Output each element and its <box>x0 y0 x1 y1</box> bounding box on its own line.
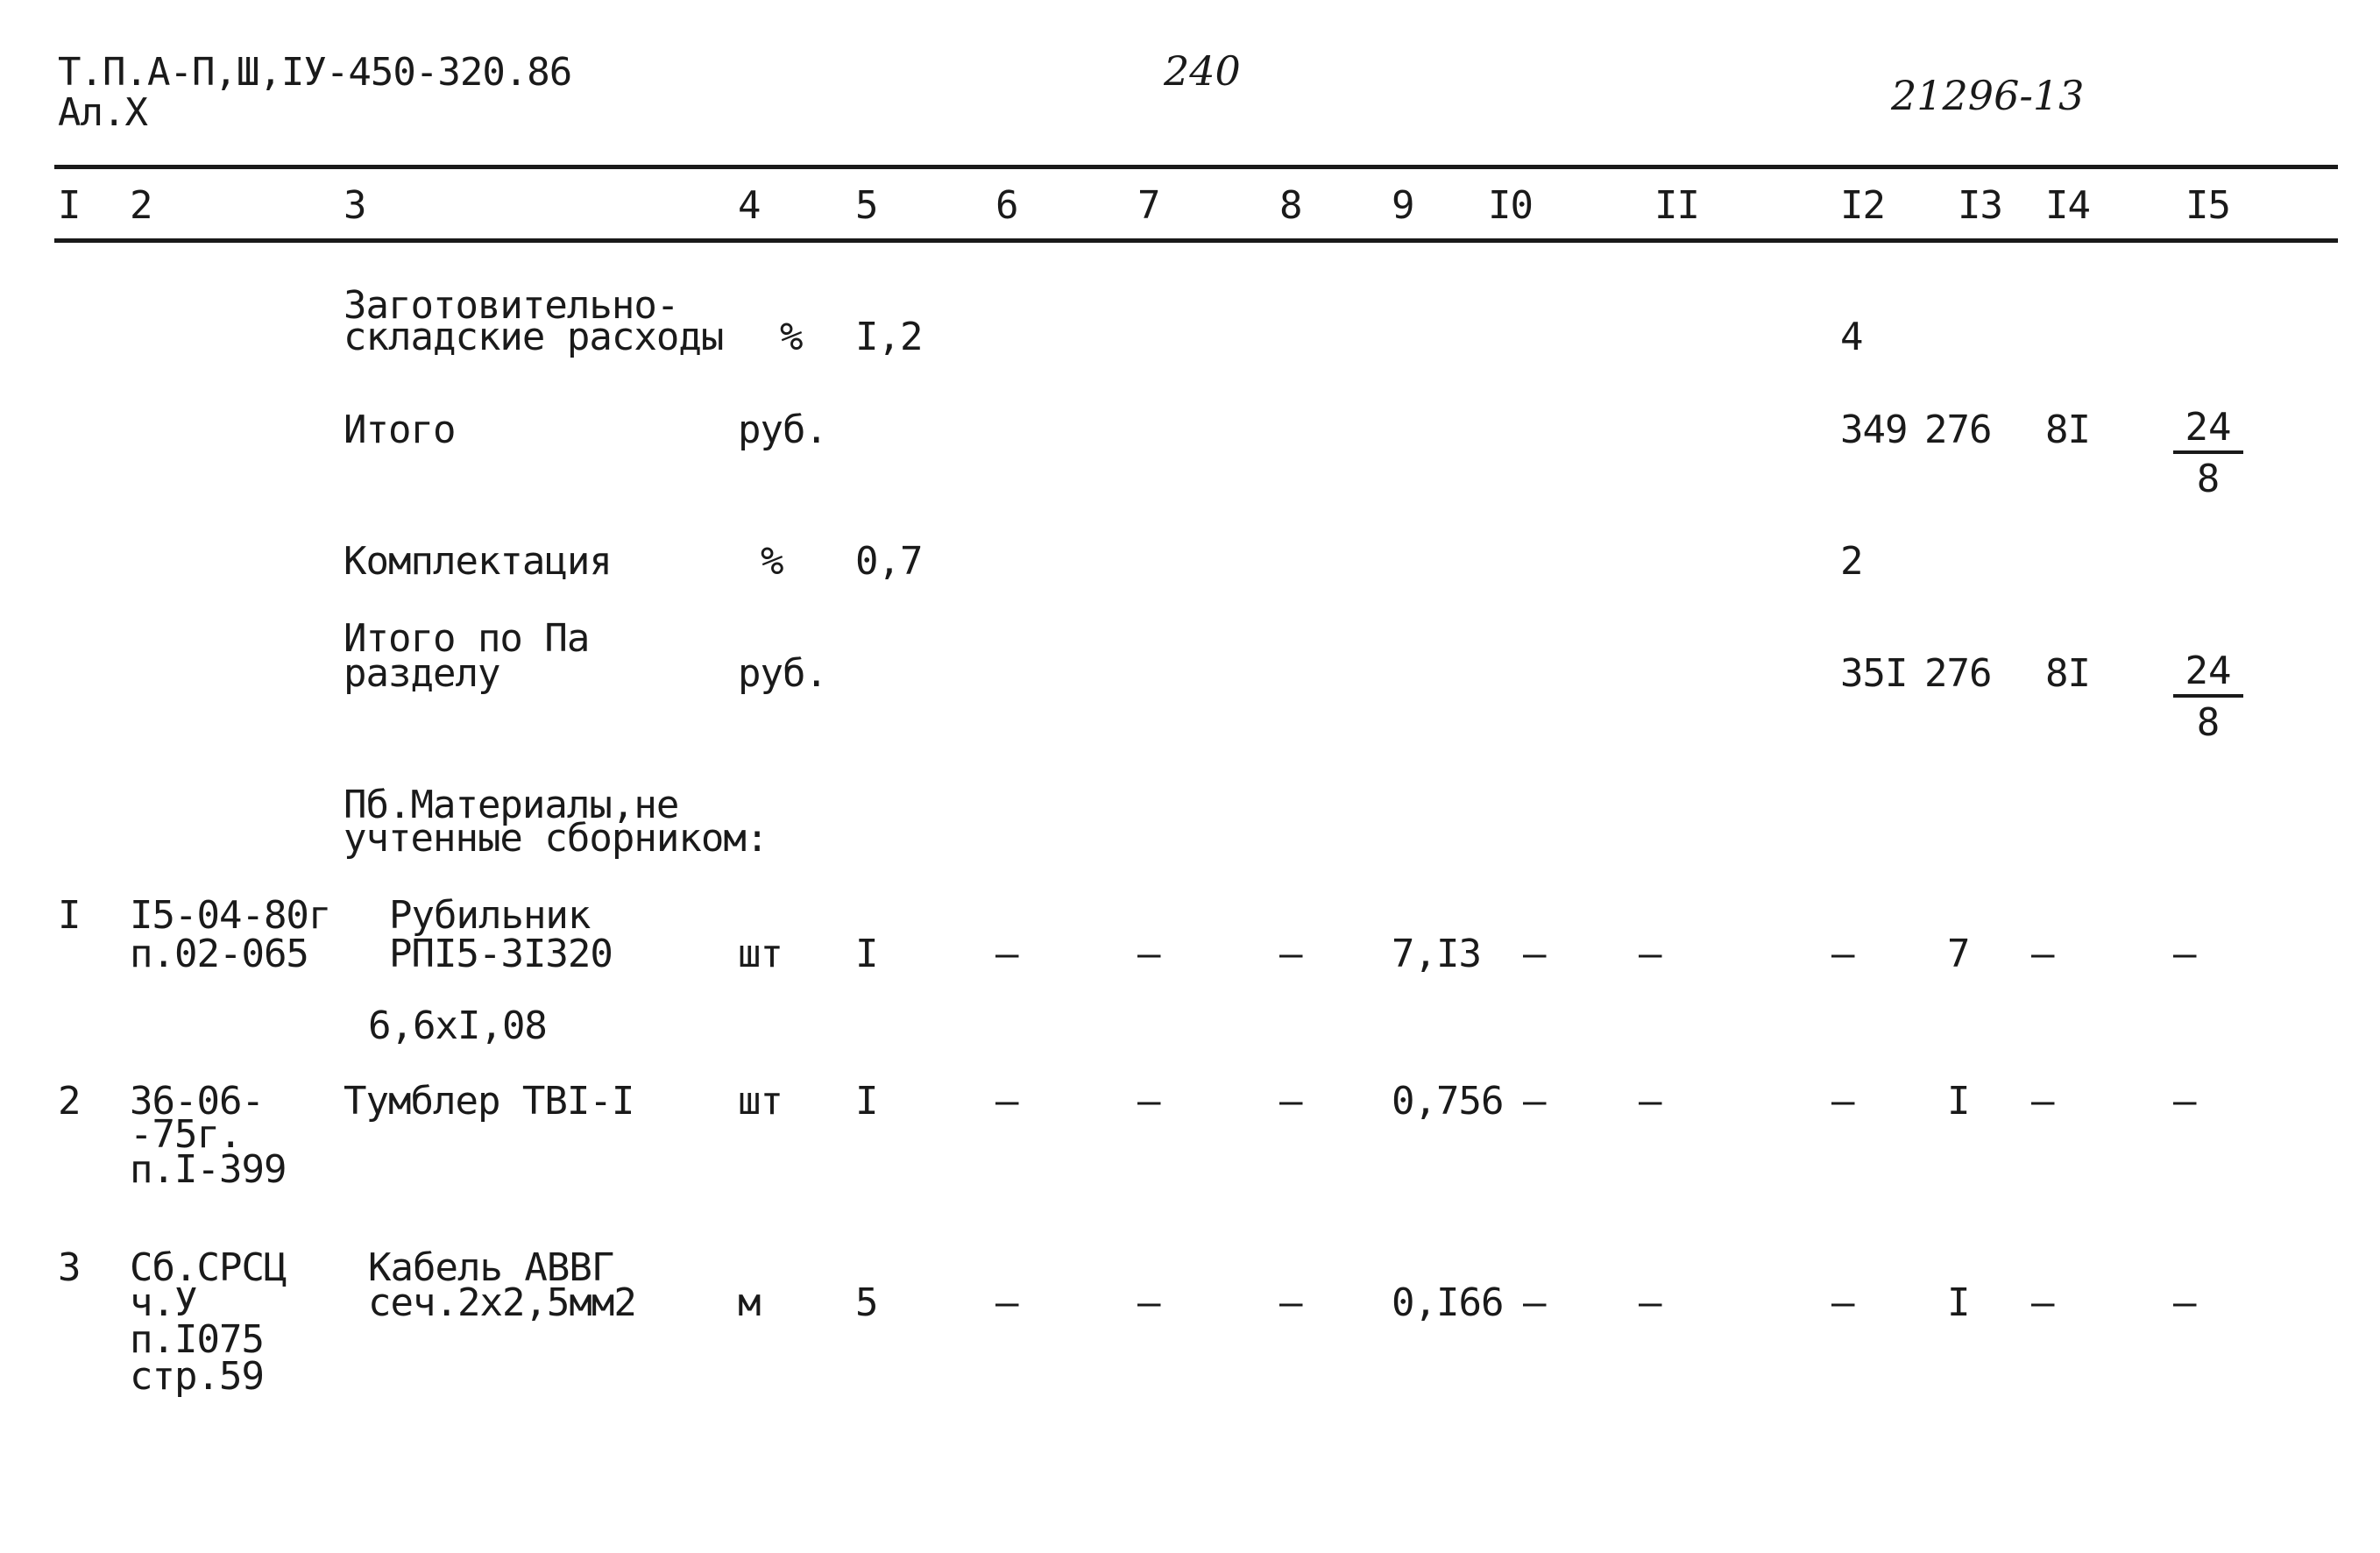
row-col15-fraction <box>2173 649 2243 748</box>
row-name: Комплектация <box>344 539 612 584</box>
item-col9: 0,I66 <box>1392 1280 1504 1325</box>
section-title-line1: Пб.Материалы,не <box>344 783 679 827</box>
header-rule-bottom <box>54 238 2338 243</box>
row-col13: 276 <box>1924 408 1992 452</box>
col-header-15: I5 <box>2185 183 2230 228</box>
row-unit: руб. <box>738 651 827 696</box>
item-ref-line1: Сб.СРСЦ <box>130 1245 287 1290</box>
item-ref-line1: I5-04-80г <box>130 893 331 938</box>
row-col12: 2 <box>1840 539 1863 584</box>
item-col14: – <box>2031 1079 2054 1124</box>
col-header-10: I0 <box>1488 183 1533 228</box>
item-name-line2: сеч.2х2,5мм2 <box>368 1280 636 1325</box>
col-header-12: I2 <box>1840 183 1885 228</box>
item-col10: – <box>1523 1079 1546 1124</box>
row-col15-fraction <box>2173 405 2243 505</box>
item-col7: – <box>1137 932 1160 976</box>
header-rule-top <box>54 165 2338 169</box>
item-number: I <box>58 893 81 938</box>
col-header-7: 7 <box>1137 183 1160 228</box>
item-qty: I <box>855 932 878 976</box>
item-col14: – <box>2031 1280 2054 1325</box>
item-ref-line2: -75г. <box>130 1112 242 1157</box>
item-qty: I <box>855 1079 878 1124</box>
item-unit: шт <box>738 932 783 976</box>
item-name-line1: Тумблер ТВI-I <box>344 1079 634 1124</box>
col-header-11: II <box>1654 183 1699 228</box>
item-col14: – <box>2031 932 2054 976</box>
item-ref-line2: ч.У <box>130 1280 197 1325</box>
item-col11: – <box>1639 932 1661 976</box>
row-name-line2: разделу <box>344 651 500 696</box>
doc-number: 21296-13 <box>1891 72 2085 119</box>
col-header-14: I4 <box>2045 183 2090 228</box>
item-col6: – <box>995 932 1018 976</box>
item-col11: – <box>1639 1280 1661 1325</box>
col-header-8: 8 <box>1279 183 1302 228</box>
doc-code-line2: Ал.X <box>58 90 147 135</box>
col-header-13: I3 <box>1958 183 2002 228</box>
col-header-5: 5 <box>855 183 878 228</box>
col-header-6: 6 <box>995 183 1018 228</box>
item-ref-line1: 36-06- <box>130 1079 264 1124</box>
row-name-line1: Итого по Па <box>344 616 590 661</box>
row-unit: % <box>780 315 803 359</box>
col-header-4: 4 <box>738 183 761 228</box>
item-col10: – <box>1523 1280 1546 1325</box>
fraction-denominator: 8 <box>2196 700 2221 745</box>
row-name-line1: Заготовительно- <box>344 283 679 328</box>
item-col15: – <box>2173 1079 2196 1124</box>
item-col12: – <box>1831 932 1854 976</box>
row-qty: I,2 <box>855 315 923 359</box>
row-name: Итого <box>344 408 456 452</box>
item-qty: 5 <box>855 1280 878 1325</box>
row-col14: 8I <box>2045 651 2090 696</box>
fraction-numerator: 24 <box>2173 649 2243 698</box>
item-col9: 7,I3 <box>1392 932 1481 976</box>
item-col13: I <box>1947 1079 1970 1124</box>
fraction-numerator: 24 <box>2173 405 2243 454</box>
item-col8: – <box>1279 932 1302 976</box>
row-name-line2: складские расходы <box>344 315 724 359</box>
row-col12: 4 <box>1840 315 1863 359</box>
item-col6: – <box>995 1280 1018 1325</box>
item-col9: 0,756 <box>1392 1079 1504 1124</box>
item-ref-line3: п.I-399 <box>130 1147 287 1192</box>
page-number: 240 <box>1164 47 1241 95</box>
item-col15: – <box>2173 1280 2196 1325</box>
item-col13: 7 <box>1947 932 1970 976</box>
row-qty: 0,7 <box>855 539 923 584</box>
item-col7: – <box>1137 1280 1160 1325</box>
item-number: 2 <box>58 1079 81 1124</box>
row-unit: % <box>761 539 783 584</box>
row-col12: 349 <box>1840 408 1908 452</box>
row-col12: 35I <box>1840 651 1908 696</box>
item-name-line1: Рубильник <box>389 893 591 938</box>
col-header-1: I <box>58 183 81 228</box>
col-header-9: 9 <box>1392 183 1414 228</box>
item-ref-line3: п.I075 <box>130 1317 264 1362</box>
item-unit: шт <box>738 1079 783 1124</box>
item-col8: – <box>1279 1280 1302 1325</box>
item-col12: – <box>1831 1079 1854 1124</box>
item-col8: – <box>1279 1079 1302 1124</box>
section-title-line2: учтенные сборником: <box>344 816 769 861</box>
item-col15: – <box>2173 932 2196 976</box>
row-unit: руб. <box>738 408 827 452</box>
item-calc: 6,6xI,08 <box>368 1003 547 1048</box>
item-col13: I <box>1947 1280 1970 1325</box>
item-col10: – <box>1523 932 1546 976</box>
col-header-2: 2 <box>130 183 152 228</box>
item-unit: м <box>738 1280 761 1325</box>
row-col13: 276 <box>1924 651 1992 696</box>
col-header-3: 3 <box>344 183 366 228</box>
item-name-line1: Кабель АВВГ <box>368 1245 614 1290</box>
item-ref-line2: п.02-065 <box>130 932 308 976</box>
item-col7: – <box>1137 1079 1160 1124</box>
item-number: 3 <box>58 1245 81 1290</box>
item-col11: – <box>1639 1079 1661 1124</box>
item-name-line2: РПI5-3I320 <box>389 932 613 976</box>
fraction-denominator: 8 <box>2196 457 2221 501</box>
item-ref-line4: стр.59 <box>130 1354 264 1399</box>
row-col14: 8I <box>2045 408 2090 452</box>
item-col6: – <box>995 1079 1018 1124</box>
item-col12: – <box>1831 1280 1854 1325</box>
doc-code-line1: Т.П.А-П,Ш,IУ-450-320.86 <box>58 50 572 95</box>
